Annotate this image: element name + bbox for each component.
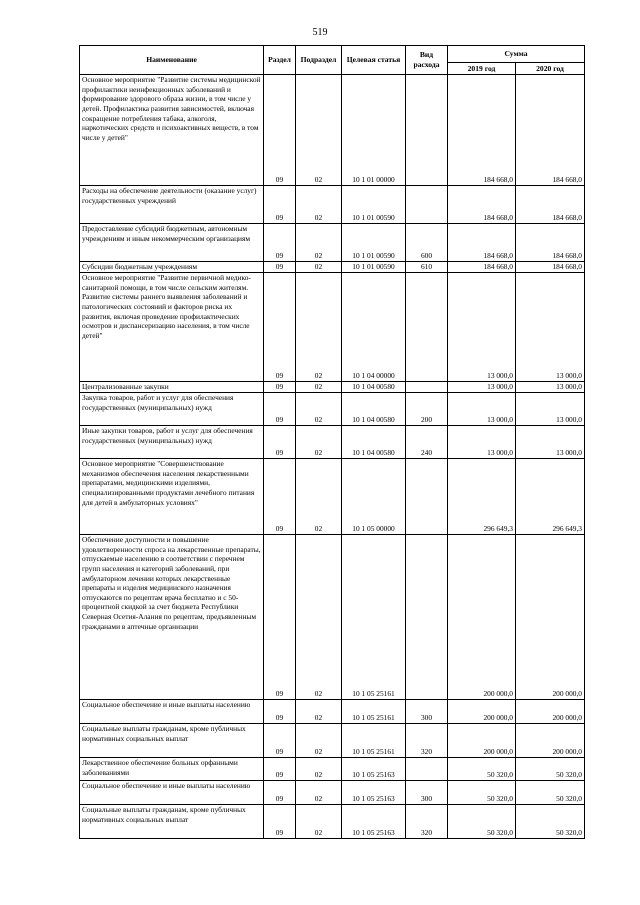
row-expense-cell — [406, 273, 448, 382]
row-subsection-cell: 02 — [296, 382, 342, 393]
row-section-cell: 09 — [264, 535, 296, 700]
row-section-cell: 09 — [264, 273, 296, 382]
row-section-cell: 09 — [264, 724, 296, 758]
row-expense-cell: 300 — [406, 700, 448, 724]
row-name-cell: Лекарственное обеспечение больных орфанными заболеваниями — [80, 758, 264, 781]
row-2020-cell: 184 668,0 — [516, 262, 585, 273]
budget-table — [79, 45, 585, 839]
row-article-cell: 10 1 05 25163 — [342, 758, 406, 781]
row-article-cell: 10 1 05 00000 — [342, 459, 406, 535]
table-row — [80, 75, 585, 186]
row-expense-cell: 610 — [406, 262, 448, 273]
row-subsection-cell: 02 — [296, 459, 342, 535]
table-row — [80, 724, 585, 758]
table-row — [80, 186, 585, 224]
row-2019-cell: 50 320,0 — [448, 805, 516, 839]
row-subsection-cell: 02 — [296, 724, 342, 758]
row-subsection-cell: 02 — [296, 535, 342, 700]
row-name-cell: Социальные выплаты гражданам, кроме публичных нормативных социальных выплат — [80, 805, 264, 839]
row-2020-cell: 184 668,0 — [516, 224, 585, 262]
row-subsection-cell: 02 — [296, 186, 342, 224]
row-2019-cell: 50 320,0 — [448, 758, 516, 781]
row-2020-cell: 200 000,0 — [516, 700, 585, 724]
row-subsection-cell: 02 — [296, 224, 342, 262]
header-section: Раздел — [264, 46, 296, 75]
row-expense-cell: 240 — [406, 426, 448, 459]
row-section-cell: 09 — [264, 700, 296, 724]
row-2019-cell: 184 668,0 — [448, 262, 516, 273]
row-2019-cell: 13 000,0 — [448, 393, 516, 426]
row-name-cell: Социальные выплаты гражданам, кроме публичных нормативных социальных выплат — [80, 724, 264, 758]
header-name: Наименование — [80, 46, 264, 75]
row-expense-cell — [406, 75, 448, 186]
row-2020-cell: 50 320,0 — [516, 805, 585, 839]
row-2019-cell: 50 320,0 — [448, 781, 516, 805]
row-2020-cell: 13 000,0 — [516, 426, 585, 459]
row-article-cell: 10 1 05 25161 — [342, 700, 406, 724]
row-article-cell: 10 1 04 00580 — [342, 382, 406, 393]
row-2019-cell: 184 668,0 — [448, 186, 516, 224]
row-expense-cell: 200 — [406, 393, 448, 426]
table-row — [80, 393, 585, 426]
row-2019-cell: 296 649,3 — [448, 459, 516, 535]
row-2020-cell: 13 000,0 — [516, 393, 585, 426]
row-name-cell: Расходы на обеспечение деятельности (оказание услуг) государственных учреждений — [80, 186, 264, 224]
row-name-cell: Закупка товаров, работ и услуг для обеспечения государственных (муниципальных) нужд — [80, 393, 264, 426]
row-subsection-cell: 02 — [296, 273, 342, 382]
row-2020-cell: 184 668,0 — [516, 75, 585, 186]
table-row — [80, 273, 585, 382]
row-subsection-cell: 02 — [296, 781, 342, 805]
table-row — [80, 700, 585, 724]
table-row — [80, 382, 585, 393]
row-article-cell: 10 1 01 00590 — [342, 224, 406, 262]
row-article-cell: 10 1 05 25163 — [342, 805, 406, 839]
row-subsection-cell: 02 — [296, 393, 342, 426]
row-expense-cell: 300 — [406, 781, 448, 805]
row-2020-cell: 200 000,0 — [516, 724, 585, 758]
row-2020-cell: 296 649,3 — [516, 459, 585, 535]
row-section-cell: 09 — [264, 459, 296, 535]
row-subsection-cell: 02 — [296, 700, 342, 724]
header-expense-type: Вид расхода — [406, 46, 448, 75]
row-2020-cell: 184 668,0 — [516, 186, 585, 224]
row-subsection-cell: 02 — [296, 805, 342, 839]
row-article-cell: 10 1 04 00580 — [342, 393, 406, 426]
row-article-cell: 10 1 01 00590 — [342, 186, 406, 224]
row-2019-cell: 13 000,0 — [448, 273, 516, 382]
row-article-cell: 10 1 05 25161 — [342, 724, 406, 758]
row-expense-cell — [406, 535, 448, 700]
table-row — [80, 459, 585, 535]
row-name-cell: Социальное обеспечение и иные выплаты населению — [80, 781, 264, 805]
row-expense-cell — [406, 459, 448, 535]
row-2019-cell: 200 000,0 — [448, 535, 516, 700]
table-row — [80, 426, 585, 459]
header-year-2020: 2020 год — [516, 63, 585, 75]
row-article-cell: 10 1 04 00580 — [342, 426, 406, 459]
row-2019-cell: 13 000,0 — [448, 382, 516, 393]
row-2020-cell: 50 320,0 — [516, 781, 585, 805]
row-section-cell: 09 — [264, 262, 296, 273]
row-2020-cell: 13 000,0 — [516, 273, 585, 382]
row-expense-cell: 600 — [406, 224, 448, 262]
page-number: 519 — [312, 27, 328, 38]
row-2020-cell: 50 320,0 — [516, 758, 585, 781]
row-2019-cell: 13 000,0 — [448, 426, 516, 459]
row-subsection-cell: 02 — [296, 75, 342, 186]
row-section-cell: 09 — [264, 186, 296, 224]
table-row — [80, 805, 585, 839]
table-body — [80, 75, 585, 839]
row-section-cell: 09 — [264, 758, 296, 781]
row-article-cell: 10 1 01 00000 — [342, 75, 406, 186]
row-2019-cell: 200 000,0 — [448, 724, 516, 758]
header-target-article: Целевая статья — [342, 46, 406, 75]
row-name-cell: Обеспечение доступности и повышение удовлетворенности спроса на лекарственные препараты, отпускаемые населению в соответствии с перечнем групп населения и категорий заболеваний, при амбулаторном лечении которых лекарственные препараты и изделия медицинского назначения отпускаются по рецептам врача бесплатно и с 50-процентной скидкой за счет бюджета Республики Северная Осетия-Алания по рецептам, предъявленным гражданами в аптечные организации — [80, 535, 264, 700]
row-name-cell: Социальное обеспечение и иные выплаты населению — [80, 700, 264, 724]
row-2019-cell: 184 668,0 — [448, 224, 516, 262]
row-section-cell: 09 — [264, 75, 296, 186]
row-expense-cell: 320 — [406, 805, 448, 839]
table-row — [80, 262, 585, 273]
header-sum: Сумма — [448, 46, 585, 63]
row-2019-cell: 184 668,0 — [448, 75, 516, 186]
header-year-2019: 2019 год — [448, 63, 516, 75]
row-expense-cell — [406, 382, 448, 393]
row-name-cell: Основное мероприятие "Развитие системы медицинской профилактики неинфекционных заболеваний и формирование здорового образа жизни, в том числе у детей. Профилактика развития зависимостей, включая сокращение потребления табака, алкоголя, наркотических средств и психоактивных веществ, в том числе у детей" — [80, 75, 264, 186]
row-expense-cell — [406, 758, 448, 781]
row-expense-cell: 320 — [406, 724, 448, 758]
table-row — [80, 535, 585, 700]
row-name-cell: Субсидии бюджетным учреждениям — [80, 262, 264, 273]
row-name-cell: Иные закупки товаров, работ и услуг для обеспечения государственных (муниципальных) нужд — [80, 426, 264, 459]
row-section-cell: 09 — [264, 224, 296, 262]
row-name-cell: Основное мероприятие "Развитие первичной медико-санитарной помощи, в том числе сельским жителям. Развитие системы раннего выявления заболеваний и патологических состояний и факторов риска их развития, включая проведение профилактических осмотров и диспансеризацию населения, в том числе детей" — [80, 273, 264, 382]
row-2020-cell: 200 000,0 — [516, 535, 585, 700]
row-subsection-cell: 02 — [296, 426, 342, 459]
row-article-cell: 10 1 01 00590 — [342, 262, 406, 273]
row-name-cell: Предоставление субсидий бюджетным, автономным учреждениям и иным некоммерческим организациям — [80, 224, 264, 262]
row-article-cell: 10 1 05 25163 — [342, 781, 406, 805]
table-row — [80, 758, 585, 781]
row-section-cell: 09 — [264, 382, 296, 393]
row-section-cell: 09 — [264, 426, 296, 459]
row-subsection-cell: 02 — [296, 758, 342, 781]
row-name-cell: Основное мероприятие "Совершенствование механизмов обеспечения населения лекарственными препаратами, медицинскими изделиями, специализированными продуктами лечебного питания для детей в амбулаторных условиях" — [80, 459, 264, 535]
row-2019-cell: 200 000,0 — [448, 700, 516, 724]
row-name-cell: Централизованные закупки — [80, 382, 264, 393]
table-row — [80, 224, 585, 262]
row-article-cell: 10 1 05 25161 — [342, 535, 406, 700]
row-2020-cell: 13 000,0 — [516, 382, 585, 393]
row-section-cell: 09 — [264, 805, 296, 839]
row-section-cell: 09 — [264, 393, 296, 426]
row-section-cell: 09 — [264, 781, 296, 805]
row-article-cell: 10 1 04 00000 — [342, 273, 406, 382]
row-expense-cell — [406, 186, 448, 224]
row-subsection-cell: 02 — [296, 262, 342, 273]
header-subsection: Подраздел — [296, 46, 342, 75]
table-row — [80, 781, 585, 805]
